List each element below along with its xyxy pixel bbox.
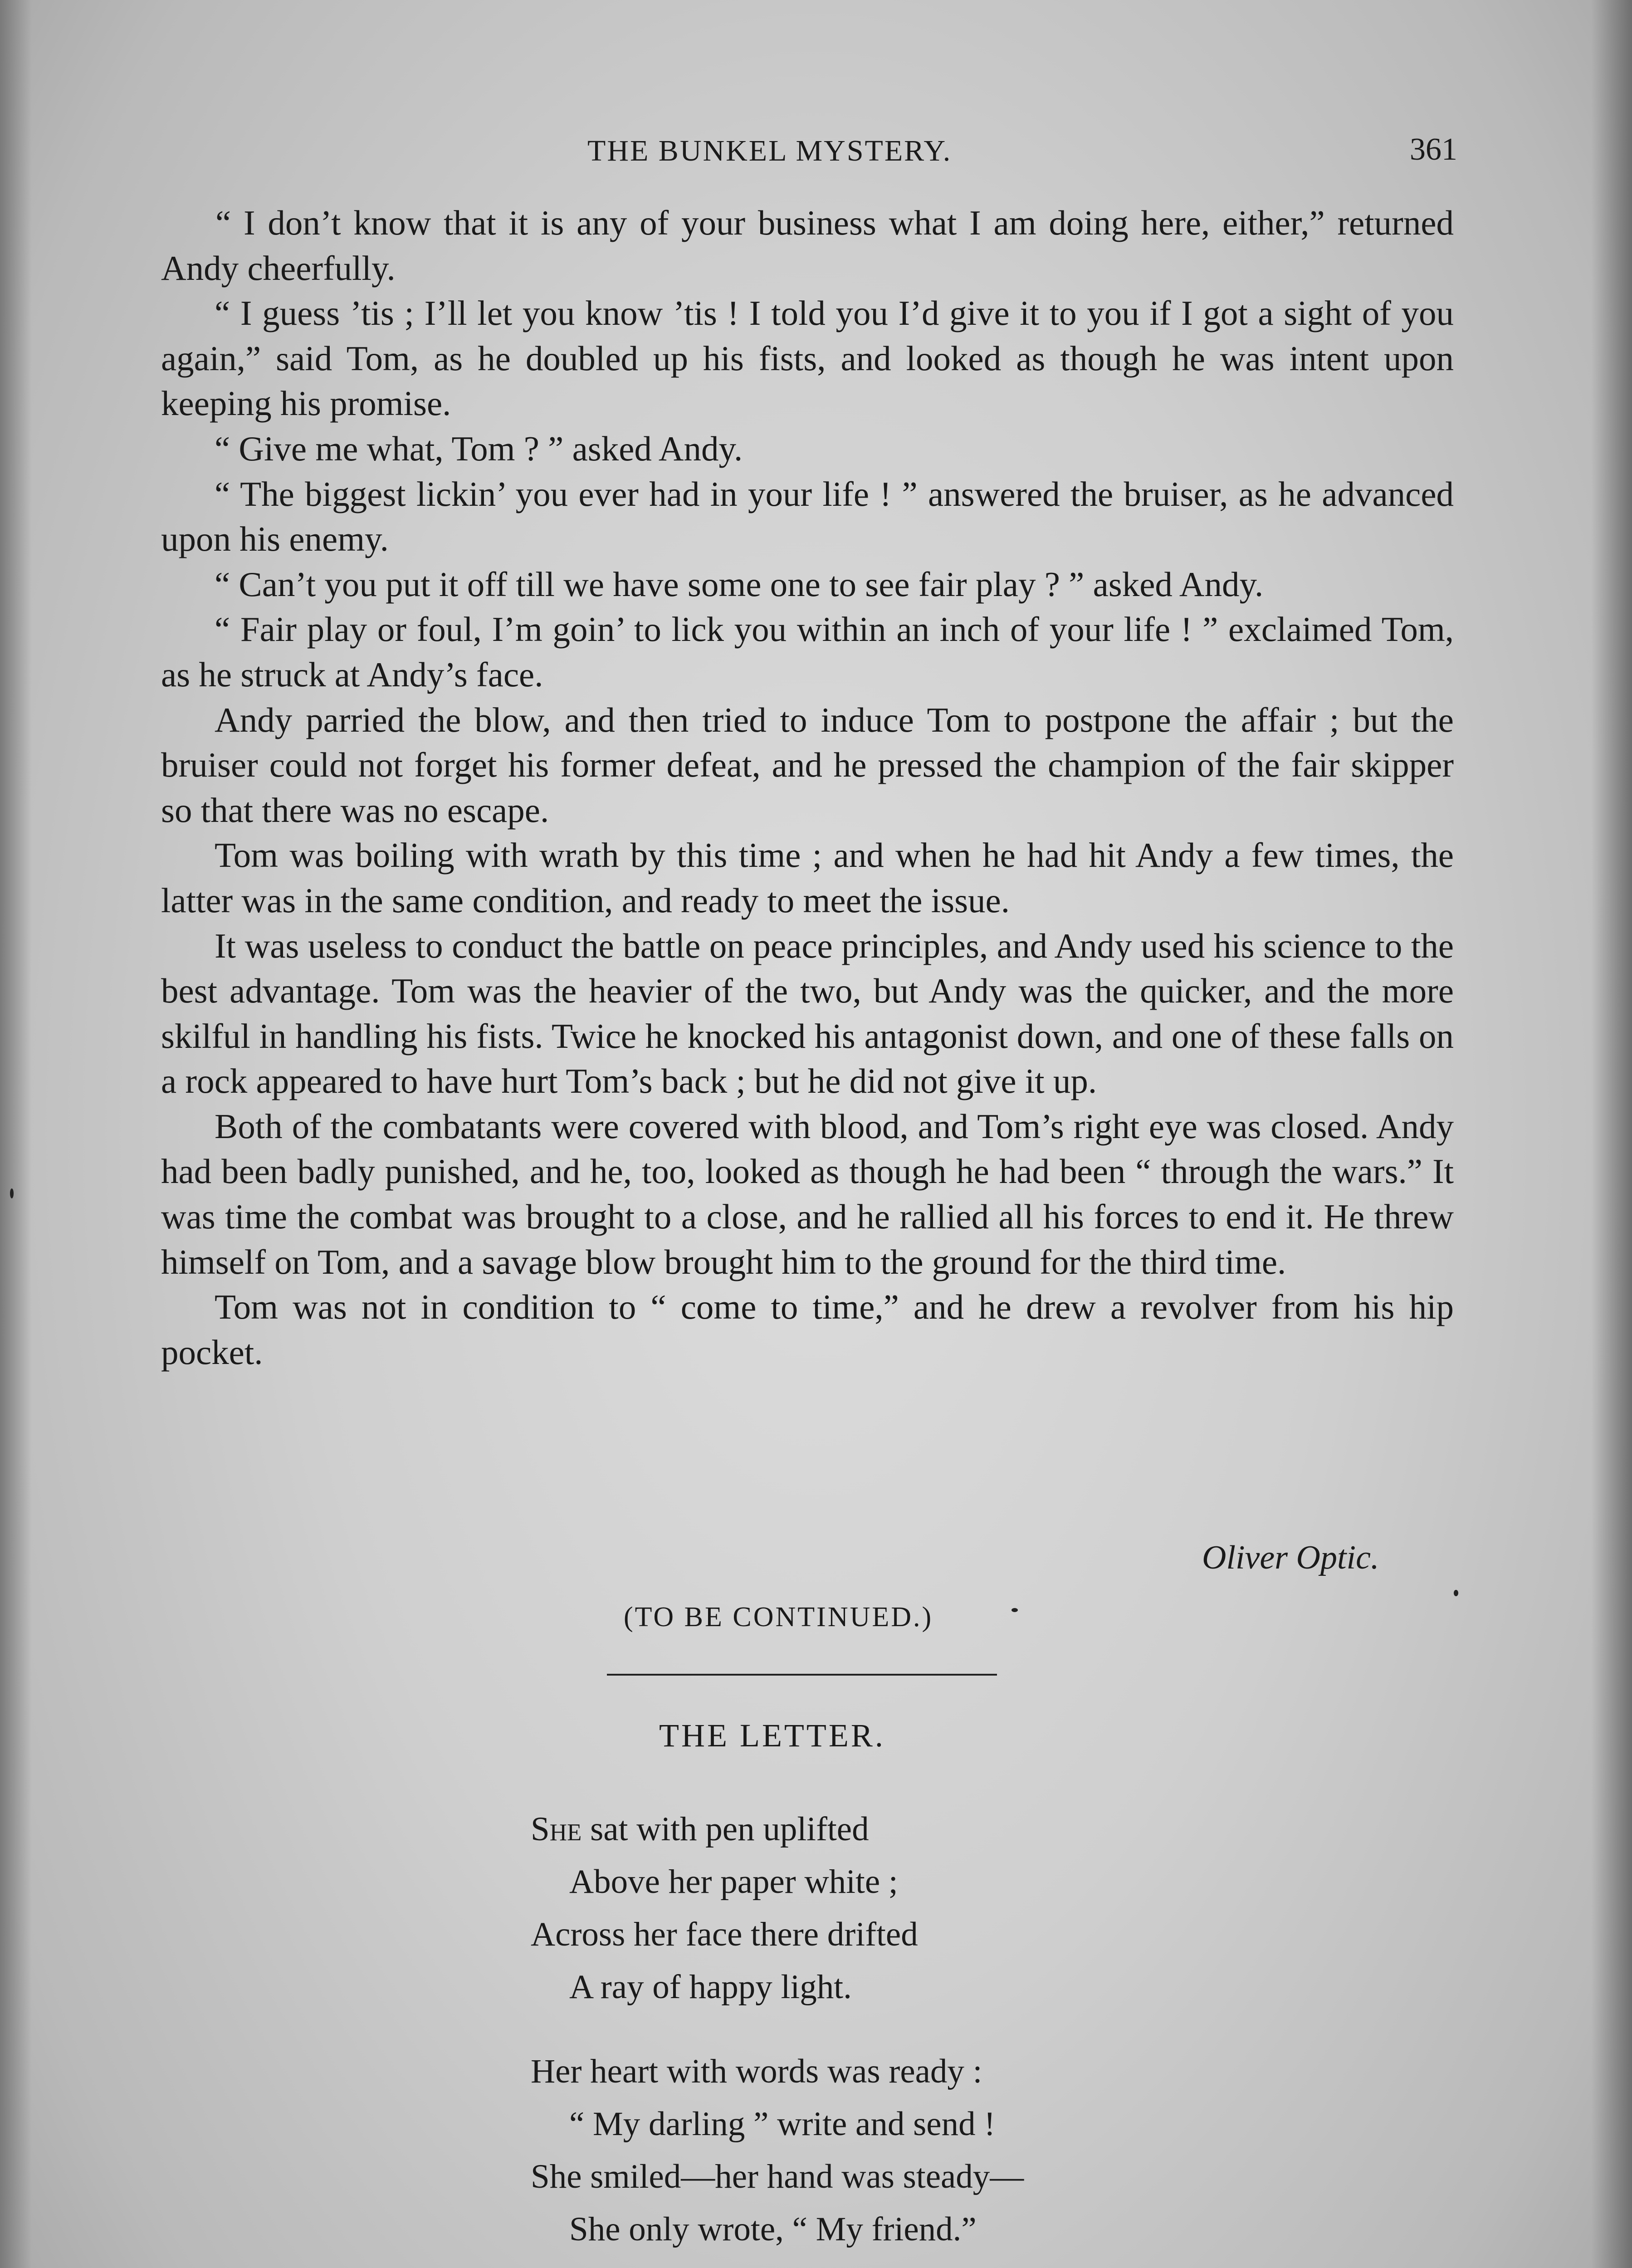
page-edge-shadow-right xyxy=(1591,0,1632,2268)
story-text xyxy=(161,200,1454,1375)
poem-line: Her heart with words was ready : xyxy=(531,2053,982,2090)
story-paragraph: It was useless to conduct the battle on peace principles, and Andy used his science to the best advantage. Tom was the heavier of the two, but Andy was the quicker, and the more skilful in handling his fists. Twice he knocked his antagonist down, and one of these falls on a rock appeared to have hurt Tom’s back ; but he did not give it up. xyxy=(161,926,1454,1101)
story-paragraph: Tom was not in condition to “ come to time,” and he drew a revolver from his hip pocket. xyxy=(161,1287,1454,1372)
story-paragraph: “ Fair play or foul, I’m goin’ to lick you within an inch of your life ! ” exclaimed Tom, as he struck at Andy’s face. xyxy=(161,610,1454,694)
poem-title: THE LETTER. xyxy=(659,1717,885,1754)
story-paragraph: Tom was boiling with wrath by this time ; and when he had hit Andy a few times, the latter was in the same condition, and ready to meet the issue. xyxy=(161,836,1454,920)
poem-line: She only wrote, “ My friend.” xyxy=(569,2210,977,2248)
poem-line: “ My darling ” write and send ! xyxy=(569,2105,996,2143)
story-paragraph: Andy parried the blow, and then tried to induce Tom to postpone the affair ; but the bruiser could not forget his former defeat, and he pressed the champion of the fair skipper so that there was no escape. xyxy=(161,700,1454,830)
section-divider xyxy=(607,1674,997,1676)
page-number: 361 xyxy=(1410,132,1457,167)
poem-stanza xyxy=(531,2045,1024,2256)
poem-stanza xyxy=(531,1803,1024,2014)
page-edge-shadow-left xyxy=(0,0,32,2268)
print-speck xyxy=(1011,1608,1018,1612)
poem-line: Above her paper white ; xyxy=(569,1863,898,1901)
story-paragraph: “ I don’t know that it is any of your business what I am doing here, either,” returned Andy cheerfully. xyxy=(161,203,1454,288)
story-paragraph: “ The biggest lickin’ you ever had in your life ! ” answered the bruiser, as he advanced upon his enemy. xyxy=(161,474,1454,559)
print-speck xyxy=(1454,1590,1458,1596)
story-paragraph: “ Give me what, Tom ? ” asked Andy. xyxy=(215,429,743,468)
poem xyxy=(531,1803,1024,2268)
print-speck xyxy=(10,1188,14,1198)
running-title: THE BUNKEL MYSTERY. xyxy=(587,134,952,167)
story-author-signature: Oliver Optic. xyxy=(1202,1539,1379,1576)
story-paragraph: “ I guess ’tis ; I’ll let you know ’tis ! I told you I’d give it to you if I got a sight of you again,” said Tom, as he doubled up his fists, and looked as though he was intent upon keeping his promise. xyxy=(161,293,1454,423)
story-paragraph: “ Can’t you put it off till we have some one to see fair play ? ” asked Andy. xyxy=(215,564,1264,604)
poem-line-lead: She xyxy=(531,1810,582,1848)
poem-line: Across her face there drifted xyxy=(531,1916,918,1953)
poem-line: A ray of happy light. xyxy=(569,1968,852,2006)
to-be-continued-note: (TO BE CONTINUED.) xyxy=(624,1602,933,1633)
poem-line xyxy=(531,1803,1024,1856)
poem-line-rest: sat with pen uplifted xyxy=(581,1810,869,1848)
poem-line: She smiled—her hand was steady— xyxy=(531,2158,1024,2195)
story-paragraph: Both of the combatants were covered with blood, and Tom’s right eye was closed. Andy had been badly punished, and he, too, looked as though he had been “ through the wars.” It was time the combat was brought to a close, and he rallied all his forces to end it. He threw himself on Tom, and a savage blow brought him to the ground for the third time. xyxy=(161,1106,1454,1281)
